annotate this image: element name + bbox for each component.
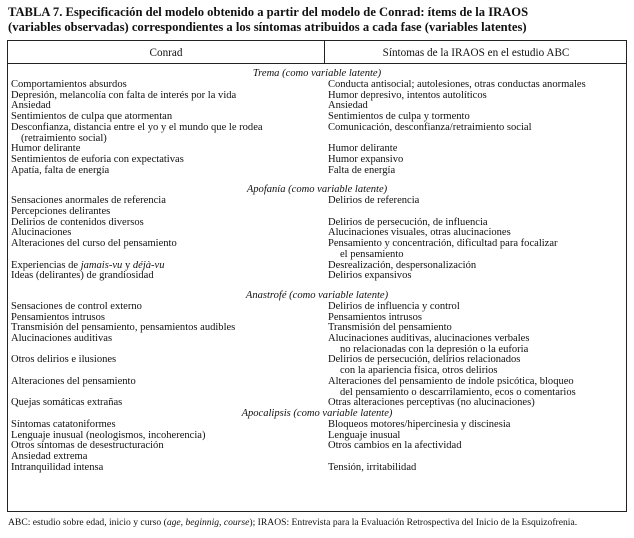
table-title-line-1: TABLA 7. Especificación del modelo obtenido a partir del modelo de Conrad: ítems de la IRAOS <box>8 5 529 19</box>
iraos-item: Otras alteraciones perceptivas (no alucinaciones) <box>327 397 535 409</box>
conrad-item: Apatía, falta de energía <box>11 164 110 176</box>
conrad-item: y <box>122 259 133 271</box>
iraos-cell <box>326 271 626 282</box>
conrad-item: Quejas somáticas extrañas <box>11 397 123 409</box>
conrad-item: Intranquilidad intensa <box>11 461 104 473</box>
iraos-cell <box>326 166 626 177</box>
conrad-cell <box>8 463 326 474</box>
conrad-cell <box>8 91 326 102</box>
conrad-item: Humor delirante <box>11 143 81 155</box>
section-title-apocalipsis: Apocalipsis (como variable latente) <box>241 407 393 419</box>
iraos-item: Desrealización, despersonalización <box>327 259 477 271</box>
iraos-item: Humor delirante <box>327 143 398 155</box>
conrad-item: Pensamientos intrusos <box>11 311 106 323</box>
iraos-item: Delirios expansivos <box>327 270 412 282</box>
table-row <box>8 91 626 102</box>
iraos-item: Humor expansivo <box>327 153 404 165</box>
conrad-cell <box>8 239 326 260</box>
table-row <box>8 441 626 452</box>
iraos-cell <box>326 239 626 260</box>
iraos-item: Delirios de influencia y control <box>327 300 460 312</box>
section-title-anastrofe: Anastrofé (como variable latente) <box>245 289 389 301</box>
conrad-cell <box>8 166 326 177</box>
iraos-cell <box>326 463 626 474</box>
section-title-apofania: Apofanía (como variable latente) <box>246 184 388 196</box>
header-iraos: Síntomas de la IRAOS en el estudio ABC <box>382 47 570 59</box>
conrad-item: Ideas (delirantes) de grandiosidad <box>11 270 154 282</box>
table-row <box>8 377 626 398</box>
footnote-post: ); IRAOS: Entrevista para la Evaluación Retrospectiva del Inicio de la Esquizofrenia. <box>249 517 578 528</box>
section-title-trema: Trema (como variable latente) <box>252 68 382 79</box>
iraos-item: Delirios de persecución, de influencia <box>327 216 488 228</box>
table-row <box>8 239 626 260</box>
iraos-cell <box>326 441 626 452</box>
iraos-item: Pensamientos intrusos <box>327 311 423 323</box>
conrad-item: Otros síntomas de desestructuración <box>11 440 164 452</box>
conrad-item: Experiencias de <box>11 259 81 271</box>
iraos-item: Falta de energía <box>327 164 396 176</box>
table-title <box>8 5 626 34</box>
table-row <box>8 123 626 144</box>
conrad-item: Síntomas catatoniformes <box>11 418 116 430</box>
conrad-item: Ansiedad extrema <box>11 451 88 463</box>
iraos-item: Transmisión del pensamiento <box>327 322 452 334</box>
table-row <box>8 334 626 355</box>
conrad-item: Alteraciones del curso del pensamiento <box>11 238 177 250</box>
iraos-item: Delirios de persecución, delirios relacionados <box>327 354 521 366</box>
conrad-item: Otros delirios e ilusiones <box>11 354 117 366</box>
footnote-italic: age, beginnig, course <box>166 517 250 528</box>
footnote-pre: ABC: estudio sobre edad, inicio y curso ( <box>8 517 167 528</box>
conrad-item: Alucinaciones <box>11 227 72 239</box>
conrad-cell <box>8 334 326 355</box>
conrad-item: Transmisión del pensamiento, pensamientos audibles <box>11 322 236 334</box>
table-row <box>8 271 626 282</box>
iraos-item: Alucinaciones visuales, otras alucinaciones <box>327 227 511 239</box>
iraos-item: Bloqueos motores/hipercinesia y discinesia <box>327 418 511 430</box>
iraos-item: Humor depresivo, intentos autolíticos <box>327 89 487 101</box>
iraos-cell <box>326 334 626 355</box>
header-conrad: Conrad <box>149 47 183 59</box>
table-header <box>8 41 626 64</box>
conrad-item: Depresión, melancolía con falta de interés por la vida <box>11 89 237 101</box>
table-row <box>8 355 626 376</box>
conrad-item: Percepciones delirantes <box>11 206 111 218</box>
table-row <box>8 463 626 474</box>
iraos-item: Delirios de referencia <box>327 195 420 207</box>
conrad-item: Sentimientos de culpa que atormentan <box>11 111 173 123</box>
iraos-cell <box>326 91 626 102</box>
table-body <box>8 64 626 474</box>
conrad-cell <box>8 123 326 144</box>
conrad-cell <box>8 377 326 398</box>
iraos-cell <box>326 377 626 398</box>
conrad-item: Alteraciones del pensamiento <box>11 375 136 387</box>
conrad-item: Desconfianza, distancia entre el yo y el mundo que le rodea <box>11 121 263 133</box>
iraos-item: Comunicación, desconfianza/retraimiento social <box>327 121 532 133</box>
iraos-item: Tensión, irritabilidad <box>327 461 417 473</box>
iraos-item-continuation: no relacionadas con la depresión o la euforia <box>339 343 529 355</box>
iraos-item-continuation: con la apariencia física, otros delirios <box>339 365 498 377</box>
conrad-item-italic: jamais-vu <box>80 259 123 271</box>
conrad-item: Sentimientos de euforia con expectativas <box>11 153 184 165</box>
iraos-item: Sentimientos de culpa y tormento <box>327 111 470 123</box>
conrad-item: Sensaciones de control externo <box>11 300 142 312</box>
iraos-item: Pensamiento y concentración, dificultad para focalizar <box>327 238 558 250</box>
iraos-item: Conducta antisocial; autolesiones, otras conductas anormales <box>327 79 586 90</box>
conrad-item-italic: déjà-vu <box>132 259 165 271</box>
table <box>7 40 627 512</box>
iraos-cell <box>326 196 626 207</box>
iraos-item-continuation: del pensamiento o descarrilamiento, ecos o comentarios <box>339 386 576 398</box>
iraos-item: Lenguaje inusual <box>327 429 401 441</box>
conrad-item: Alucinaciones auditivas <box>11 333 113 345</box>
iraos-item: Alteraciones del pensamiento de índole psicótica, bloqueo <box>327 375 574 387</box>
conrad-item: Ansiedad <box>11 100 51 112</box>
table-title-line-2: (variables observadas) correspondientes a los síntomas atribuidos a cada fase (variables latentes) <box>8 19 527 34</box>
conrad-cell <box>8 271 326 282</box>
conrad-item: Delirios de contenidos diversos <box>11 216 144 228</box>
table-row <box>8 218 626 229</box>
iraos-item: Otros cambios en la afectividad <box>327 440 462 452</box>
footnote <box>8 517 632 528</box>
conrad-item: Comportamientos absurdos <box>11 79 127 90</box>
iraos-cell <box>326 355 626 376</box>
conrad-item-continuation: (retraimiento social) <box>21 132 107 144</box>
conrad-cell <box>8 355 326 376</box>
iraos-item: Ansiedad <box>327 100 368 112</box>
conrad-item: Lenguaje inusual (neologismos, incoherencia) <box>11 429 206 441</box>
conrad-item: Sensaciones anormales de referencia <box>11 195 166 207</box>
iraos-item: Alucinaciones auditivas, alucinaciones verbales <box>327 333 530 345</box>
table-row <box>8 166 626 177</box>
iraos-item-continuation: el pensamiento <box>339 248 404 260</box>
iraos-cell <box>326 123 626 144</box>
